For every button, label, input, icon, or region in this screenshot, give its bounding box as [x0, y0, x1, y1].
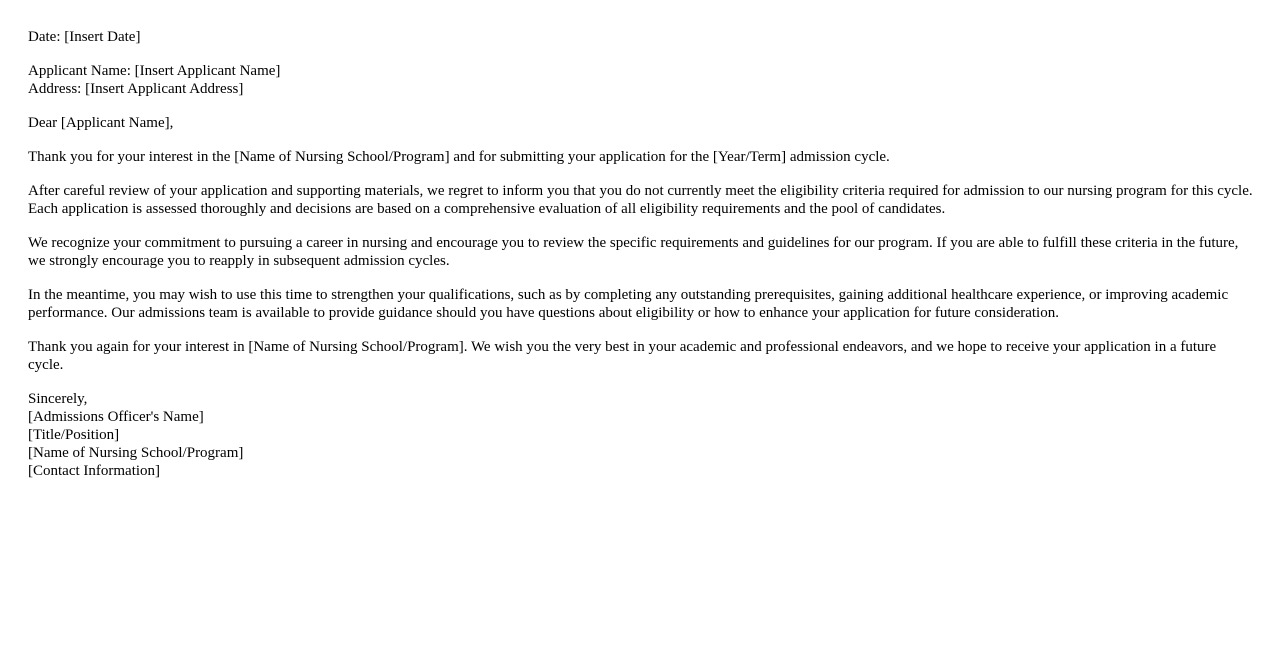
address-line: Address: [Insert Applicant Address]	[28, 81, 244, 97]
paragraph-closing-thanks: Thank you again for your interest in [Name of Nursing School/Program]. We wish you the very best in your academic and professional endeavors, and we hope to receive your application in a future cycle.	[28, 339, 1217, 373]
closing: Sincerely,	[28, 391, 88, 407]
applicant-block	[28, 62, 1254, 98]
signature-school: [Name of Nursing School/Program]	[28, 445, 244, 461]
signature-name: [Admissions Officer's Name]	[28, 409, 204, 425]
date-block	[28, 28, 1254, 46]
paragraph-guidance: In the meantime, you may wish to use this time to strengthen your qualifications, such as by completing any outstanding prerequisites, gaining additional healthcare experience, or improving academic performance. Our admissions team is available to provide guidance should you have questions about eligibility or how to enhance your application for future consideration.	[28, 287, 1229, 321]
date-line: Date: [Insert Date]	[28, 29, 141, 45]
paragraph-encouragement: We recognize your commitment to pursuing a career in nursing and encourage you to review the specific requirements and guidelines for our program. If you are able to fulfill these criteria in the future, we strongly encourage you to reapply in subsequent admission cycles.	[28, 235, 1239, 269]
salutation-block	[28, 114, 1254, 132]
signature-block	[28, 390, 1254, 480]
letter-body	[28, 28, 1254, 496]
signature-title: [Title/Position]	[28, 427, 120, 443]
salutation: Dear [Applicant Name],	[28, 115, 174, 131]
paragraph-thanks: Thank you for your interest in the [Name of Nursing School/Program] and for submitting your application for the [Year/Term] admission cycle.	[28, 149, 890, 165]
signature-contact: [Contact Information]	[28, 463, 161, 479]
applicant-name-line: Applicant Name: [Insert Applicant Name]	[28, 63, 281, 79]
paragraph-decision: After careful review of your application and supporting materials, we regret to inform you that you do not currently meet the eligibility criteria required for admission to our nursing program for this cycle. Each application is assessed thoroughly and decisions are based on a comprehensive evaluation of all eligibility requirements and the pool of candidates.	[28, 183, 1253, 217]
